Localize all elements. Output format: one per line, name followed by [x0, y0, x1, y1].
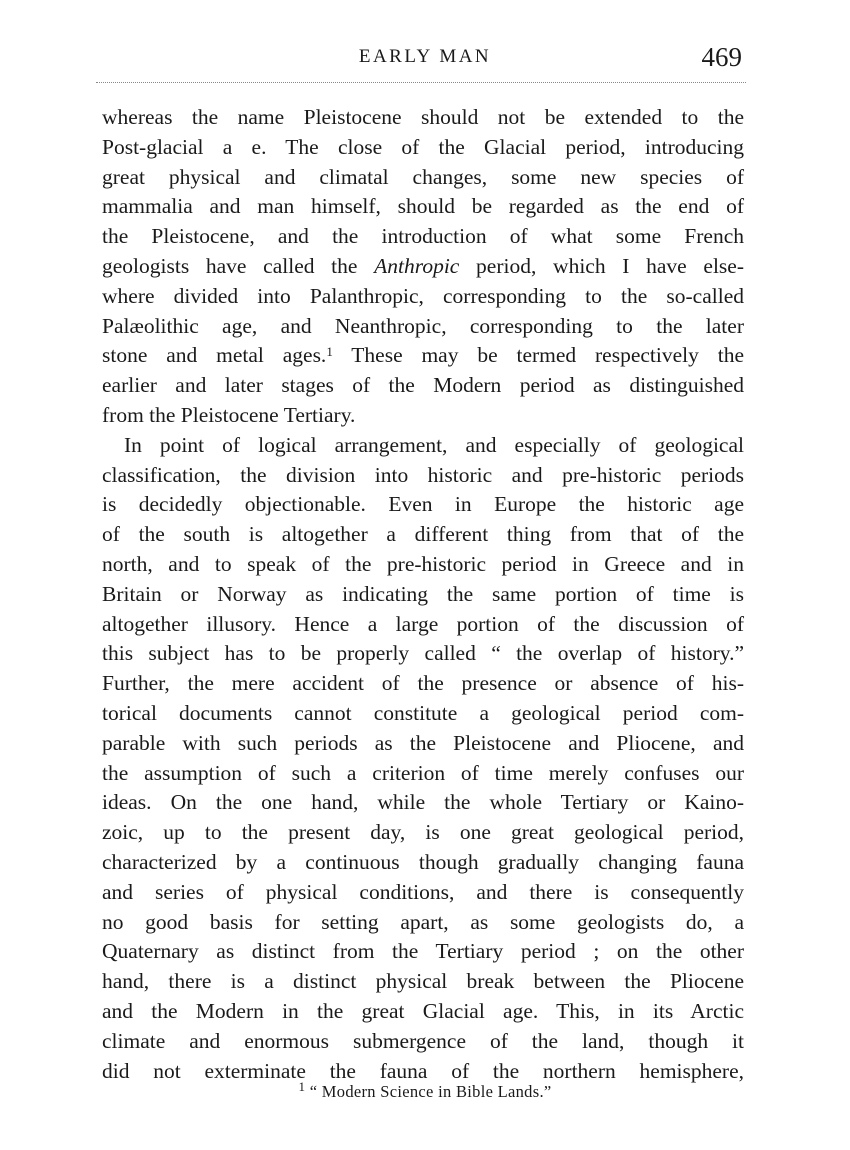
text-line: the assumption of such a criterion of time merely confuses our — [102, 760, 744, 785]
text-line: and series of physical conditions, and there is consequently — [102, 879, 744, 904]
text-line: hand, there is a distinct physical break between the Pliocene — [102, 969, 744, 994]
text-line: mammalia and man himself, should be regarded as the end of — [102, 194, 744, 219]
text-line: altogether illusory. Hence a large portion of the discussion of — [102, 611, 744, 636]
text-line: from the Pleistocene Tertiary. — [102, 402, 356, 427]
text-line: ideas. On the one hand, while the whole Tertiary or Kaino- — [102, 790, 744, 815]
header-rule — [96, 82, 746, 83]
text-line: north, and to speak of the pre-historic period in Greece and in — [102, 551, 744, 576]
text-line: this subject has to be properly called “ the overlap of history.” — [102, 641, 744, 666]
paragraph-first-line: In point of logical arrangement, and especially of geological — [124, 432, 744, 457]
running-head — [0, 42, 850, 76]
text-line: Quaternary as distinct from the Tertiary period ; on the other — [102, 939, 744, 964]
text-line: great physical and climatal changes, some new species of — [102, 164, 744, 189]
footnote — [0, 1079, 850, 1102]
text-line: whereas the name Pleistocene should not be extended to the — [102, 105, 744, 129]
text-line — [102, 252, 744, 282]
text-line: zoic, up to the present day, is one great geological period, — [102, 820, 744, 845]
text-line: and the Modern in the great Glacial age. This, in its Arctic — [102, 998, 744, 1023]
footnote-reference: 1 — [326, 344, 333, 360]
text-segment: geologists have called the — [102, 253, 375, 278]
text-line: climate and enormous submergence of the land, though it — [102, 1028, 744, 1053]
running-title: EARLY MAN — [358, 46, 492, 67]
body-text — [102, 103, 744, 1086]
text-line — [102, 341, 744, 371]
text-line: Post-glacial a e. The close of the Glacial period, introducing — [102, 134, 744, 159]
page-number: 469 — [701, 42, 742, 72]
text-line: did not exterminate the fauna of the northern hemisphere, — [102, 1058, 744, 1083]
text-segment: stone and metal ages. — [102, 343, 327, 368]
text-line: Palæolithic age, and Neanthropic, corresponding to the later — [102, 313, 744, 338]
text-line: torical documents cannot constitute a geological period com- — [102, 700, 744, 725]
text-segment: period, which I have else- — [459, 253, 744, 278]
text-line: Britain or Norway as indicating the same portion of time is — [102, 581, 744, 606]
text-line: of the south is altogether a different thing from that of the — [102, 522, 744, 547]
text-line: classification, the division into historic and pre-historic periods — [102, 462, 744, 487]
text-line: is decidedly objectionable. Even in Europe the historic age — [102, 492, 744, 517]
text-line: earlier and later stages of the Modern period as distinguished — [102, 373, 744, 398]
text-line: characterized by a continuous though gradually changing fauna — [102, 849, 744, 874]
text-line: no good basis for setting apart, as some geologists do, a — [102, 909, 744, 934]
footnote-marker: 1 — [298, 1079, 306, 1094]
text-line: the Pleistocene, and the introduction of what some French — [102, 224, 744, 249]
text-line: Further, the mere accident of the presence or absence of his- — [102, 671, 744, 696]
italic-term: Anthropic — [374, 253, 460, 278]
text-segment: These may be termed respectively the — [332, 343, 744, 368]
text-line: where divided into Palanthropic, corresponding to the so-called — [102, 283, 744, 308]
footnote-text: “ Modern Science in Bible Lands.” — [309, 1082, 552, 1101]
text-line: parable with such periods as the Pleistocene and Pliocene, and — [102, 730, 744, 755]
